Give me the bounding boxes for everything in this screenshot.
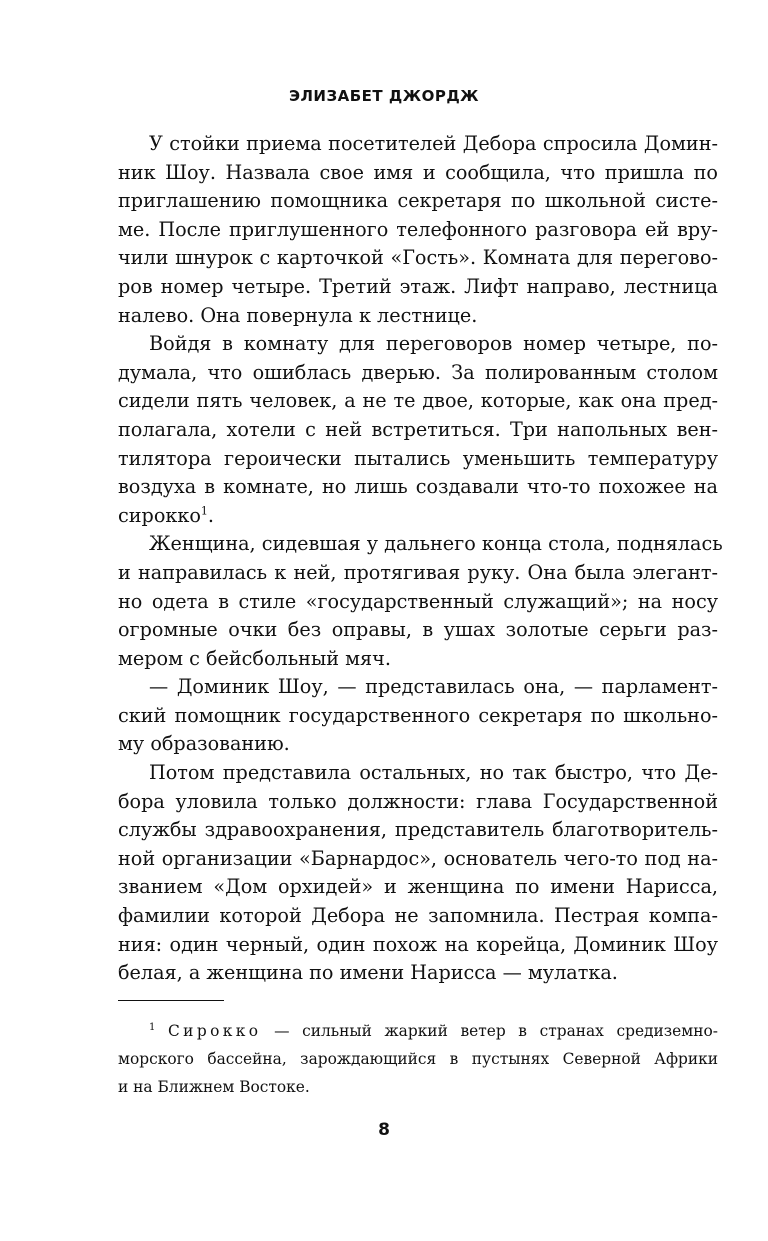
- footnote-number: 1: [149, 1021, 156, 1033]
- footnote-term: Сирокко: [168, 1022, 262, 1040]
- text-line: мером с бейсбольный мяч.: [118, 646, 391, 670]
- footnote-line: и на Ближнем Востоке.: [118, 1078, 310, 1096]
- text-line: воздуха в комнате, но лишь создавали что-то похожее на: [118, 475, 718, 499]
- footnote-line: [118, 1017, 718, 1045]
- text-line: — Доминик Шоу, — представилась она, — парламент-: [149, 675, 718, 699]
- text-line: службы здравоохранения, представитель благотворитель-: [118, 818, 718, 842]
- text-line: ме. После приглушенного телефонного разговора ей вру-: [118, 217, 718, 241]
- running-head: ЭЛИЗАБЕТ ДЖОРДЖ: [288, 87, 480, 105]
- text-line: чили шнурок с карточкой «Гость». Комната для перегово-: [118, 246, 718, 270]
- text-line: бора уловила только должности: глава Государственной: [118, 789, 718, 813]
- text-line: У стойки приема посетителей Дебора спросила Домин-: [149, 132, 718, 155]
- text-fragment: сирокко: [118, 503, 201, 527]
- text-line: Войдя в комнату для переговоров номер четыре, по-: [149, 332, 718, 356]
- text-line: ский помощник государственного секретаря по школьно-: [118, 703, 718, 727]
- text-line: ния: один черный, один похож на корейца, Доминик Шоу: [118, 932, 718, 956]
- text-line: думала, что ошиблась дверью. За полированным столом: [118, 360, 718, 384]
- text-line: приглашению помощника секретаря по школьной систе-: [118, 189, 718, 213]
- body-text: [118, 130, 723, 988]
- text-line: тилятора героически пытались уменьшить температуру: [118, 446, 718, 470]
- text-line: ник Шоу. Назвала свое имя и сообщила, что пришла по: [118, 160, 718, 184]
- text-line: огромные очки без оправы, в ушах золотые серьги раз-: [118, 618, 718, 642]
- footnote-text: — сильный жаркий ветер в странах средиземно-: [261, 1022, 718, 1040]
- text-line: Женщина, сидевшая у дальнего конца стола, поднялась: [149, 532, 723, 556]
- footnote-line: морского бассейна, зарождающийся в пустынях Северной Африки: [118, 1050, 718, 1068]
- text-line: фамилии которой Дебора не запомнила. Пестрая компа-: [118, 904, 718, 928]
- text-line: полагала, хотели с ней встретиться. Три напольных вен-: [118, 417, 718, 441]
- page-number: 8: [378, 1120, 390, 1140]
- text-line: сидели пять человек, а не те двое, которые, как она пред-: [118, 389, 718, 413]
- text-line: но одета в стиле «государственный служащий»; на носу: [118, 589, 718, 613]
- footnote: [118, 1017, 718, 1101]
- text-fragment: .: [207, 503, 215, 527]
- text-line: [118, 502, 718, 531]
- text-line: белая, а женщина по имени Нарисса — мулатка.: [118, 961, 618, 985]
- text-line: ров номер четыре. Третий этаж. Лифт направо, лестница: [118, 274, 718, 298]
- footnote-reference[interactable]: 1: [200, 504, 208, 518]
- text-line: налево. Она повернула к лестнице.: [118, 303, 478, 327]
- text-line: ной организации «Барнардос», основатель чего-то под на-: [118, 846, 718, 870]
- text-line: и направилась к ней, протягивая руку. Она была элегант-: [118, 560, 718, 584]
- footnote-divider: [118, 1000, 224, 1001]
- text-line: званием «Дом орхидей» и женщина по имени Нарисса,: [118, 875, 718, 899]
- text-line: му образованию.: [118, 732, 290, 756]
- text-line: Потом представила остальных, но так быстро, что Де-: [149, 761, 718, 785]
